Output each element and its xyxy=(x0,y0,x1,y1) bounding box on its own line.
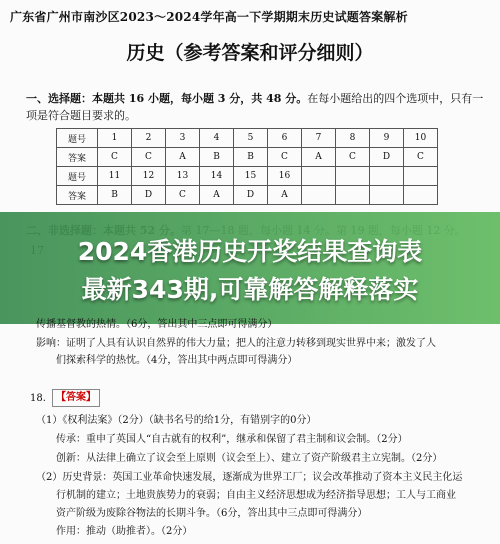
table-cell: B xyxy=(200,148,234,167)
table-cell: C xyxy=(336,148,370,167)
table-cell: 13 xyxy=(166,167,200,186)
table-cell: C xyxy=(166,186,200,205)
answer-line: 资产阶级为废除谷物法的长期斗争。（6分，答出其中三点即可得满分） xyxy=(56,508,368,519)
answer-line: 创新：从法律上确立了议会至上原则（议会至上）、建立了资产阶级君主立宪制。（2分） xyxy=(56,453,443,464)
table-cell: 题号 xyxy=(57,167,98,186)
table-cell xyxy=(302,167,336,186)
table-cell: 4 xyxy=(200,129,234,148)
answer-line: 们探索科学的热忱。（4分，答出其中两点即可得满分） xyxy=(56,355,298,366)
answer-line: （1）《权利法案》（2分）（缺书名号的给1分，有错别字的0分） xyxy=(36,415,317,426)
table-cell: A xyxy=(302,148,336,167)
table-cell: 答案 xyxy=(57,148,98,167)
table-cell xyxy=(336,167,370,186)
table-cell: 5 xyxy=(234,129,268,148)
table-cell: 题号 xyxy=(57,129,98,148)
banner-title-line1: 2024香港历史开奖结果查询表 xyxy=(77,237,423,266)
table-cell: A xyxy=(166,148,200,167)
banner-title-line2: 最新343期,可靠解答解释落实 xyxy=(81,275,419,304)
table-cell: C xyxy=(98,148,132,167)
table-cell: C xyxy=(404,148,438,167)
section1-heading xyxy=(26,90,486,124)
table-row xyxy=(57,129,438,148)
table-row xyxy=(57,148,438,167)
section1-rest: 在每小题给出的四个选项中，只有一项是符合题目要求的。 xyxy=(26,92,484,122)
table-cell: A xyxy=(200,186,234,205)
table-cell: C xyxy=(268,148,302,167)
table-cell: A xyxy=(268,186,302,205)
table-cell: 9 xyxy=(370,129,404,148)
answer-line: （2）历史背景：英国工业革命快速发展，逐渐成为世界工厂；议会改革推动了资本主义民主化运 xyxy=(36,472,463,483)
table-cell xyxy=(336,186,370,205)
table-cell: 2 xyxy=(132,129,166,148)
table-cell: 7 xyxy=(302,129,336,148)
table-cell: 8 xyxy=(336,129,370,148)
table-cell xyxy=(404,167,438,186)
table-cell: B xyxy=(98,186,132,205)
table-cell: 12 xyxy=(132,167,166,186)
table-cell: D xyxy=(370,148,404,167)
answer-line: 传承：重申了英国人“自古就有的权利”，继承和保留了君主制和议会制。（2分） xyxy=(56,434,408,445)
answer-line: 行机制的建立；土地贵族势力的衰弱；自由主义经济思想成为经济指导思想；工人与工商业 xyxy=(56,490,456,501)
table-cell: 14 xyxy=(200,167,234,186)
answer-tag: 【答案】 xyxy=(52,389,100,407)
table-cell: 11 xyxy=(98,167,132,186)
overlay-banner xyxy=(0,212,500,324)
answer-line: 传播基督教的热情。（6分，答出其中三点即可得满分） xyxy=(36,319,278,330)
answer-line: 作用：推动（助推者）。（2分） xyxy=(56,526,193,537)
answer-table xyxy=(56,128,438,205)
table-cell xyxy=(404,186,438,205)
table-cell: D xyxy=(234,186,268,205)
table-cell: 6 xyxy=(268,129,302,148)
table-cell: 10 xyxy=(404,129,438,148)
answer-line: 影响：证明了人具有认识自然界的伟大力量；把人的注意力转移到现实世界中来；激发了人 xyxy=(36,338,436,349)
table-row xyxy=(57,167,438,186)
table-cell: 16 xyxy=(268,167,302,186)
document-subtitle: 历史（参考答案和评分细则） xyxy=(126,42,374,64)
section1-title: 一、选择题：本题共 16 小题，每小题 3 分，共 48 分。 xyxy=(26,92,308,105)
table-cell xyxy=(370,167,404,186)
question-18-number: 18. xyxy=(30,393,46,404)
table-cell: 答案 xyxy=(57,186,98,205)
table-row xyxy=(57,186,438,205)
table-cell: 15 xyxy=(234,167,268,186)
table-cell: 3 xyxy=(166,129,200,148)
table-cell: B xyxy=(234,148,268,167)
document-header: 广东省广州市南沙区2023～2024学年高一下学期期末历史试题答案解析 xyxy=(10,10,408,24)
table-cell: 1 xyxy=(98,129,132,148)
table-cell: D xyxy=(132,186,166,205)
table-cell xyxy=(370,186,404,205)
table-cell xyxy=(302,186,336,205)
table-cell: C xyxy=(132,148,166,167)
